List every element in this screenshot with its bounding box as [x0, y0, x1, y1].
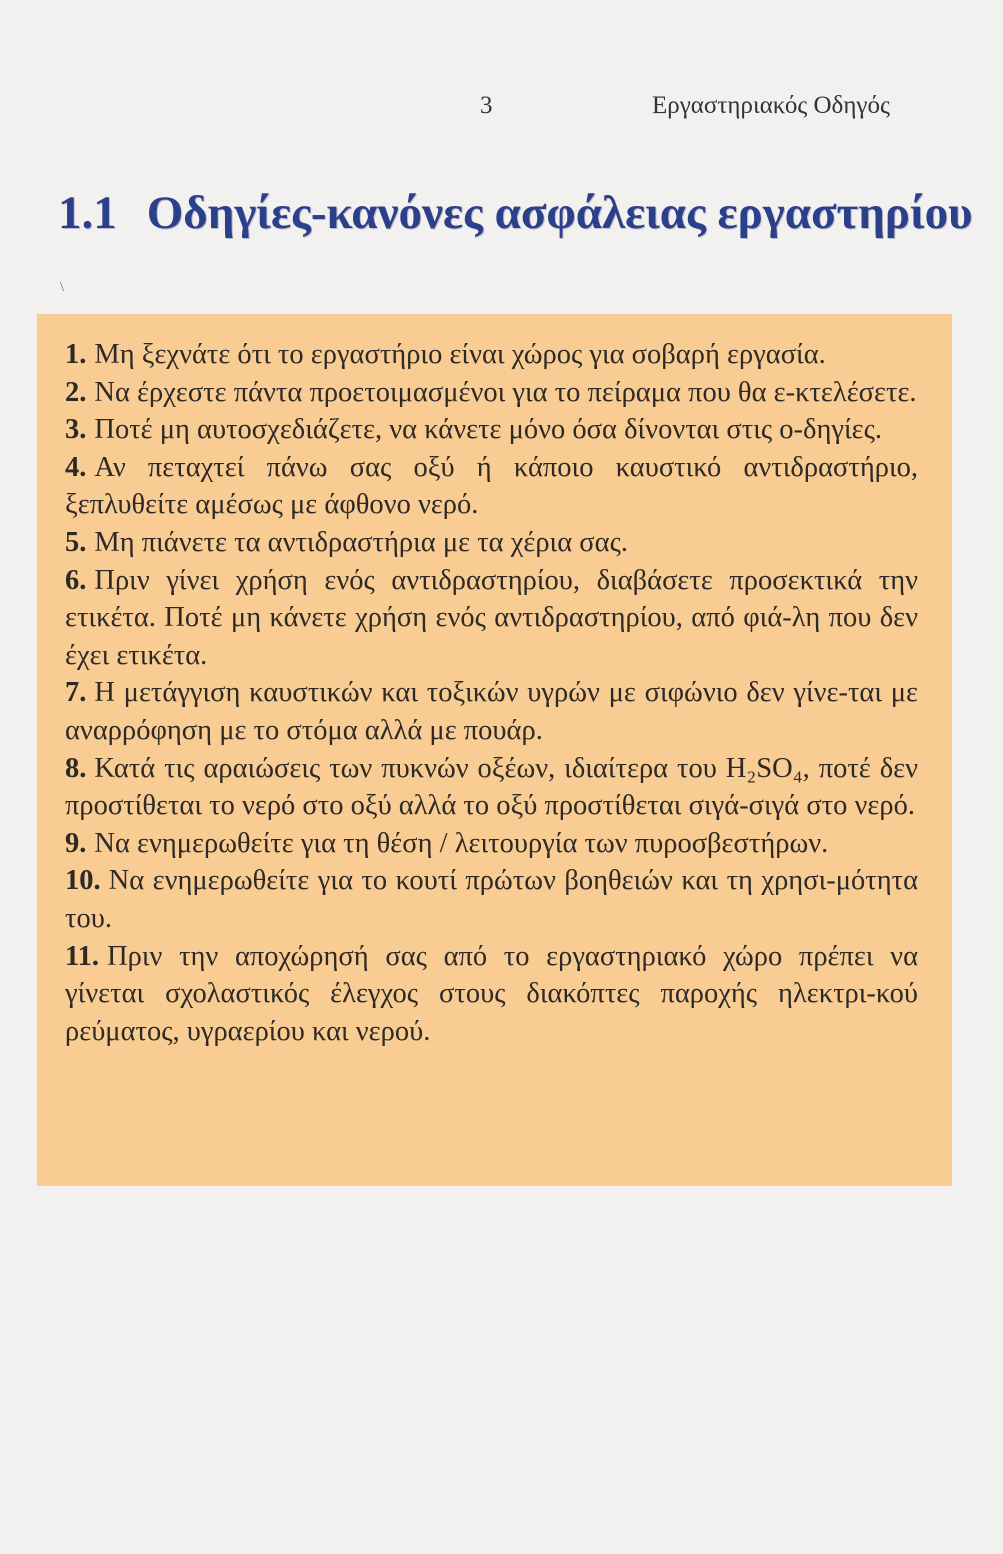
rule-number: 2.	[65, 376, 87, 408]
rule-number: 4.	[65, 451, 87, 483]
rule-item	[65, 862, 918, 937]
safety-rules-list	[65, 336, 918, 1050]
rule-item	[65, 449, 918, 524]
rule-text: Αν πεταχτεί πάνω σας οξύ ή κάποιο καυστικό αντιδραστήριο, ξεπλυθείτε αμέσως με άφθονο νερό.	[65, 451, 918, 521]
rule-text: Να ενημερωθείτε για το κουτί πρώτων βοηθειών και τη χρησι-μότητα του.	[65, 865, 918, 934]
section-heading	[58, 186, 973, 240]
rule-text: Να έρχεστε πάντα προετοιμασμένοι για το πείραμα που θα ε-κτελέσετε.	[94, 376, 917, 408]
page-number: 3	[480, 92, 493, 119]
stray-mark: \	[60, 280, 64, 295]
rule-text: Μη πιάνετε τα αντιδραστήρια με τα χέρια σας.	[94, 526, 628, 558]
rule-number: 10.	[65, 865, 101, 897]
safety-rules-box	[37, 314, 952, 1186]
rule-number: 6.	[65, 564, 87, 596]
rule-item	[65, 825, 918, 863]
rule-text: Να ενημερωθείτε για τη θέση / λειτουργία των πυροσβεστήρων.	[94, 827, 829, 859]
rule-number: 5.	[65, 526, 87, 558]
rule-item	[65, 336, 918, 374]
rule-item	[65, 938, 918, 1051]
rule-text: Πριν την αποχώρησή σας από το εργαστηριακό χώρο πρέπει να γίνεται σχολαστικός έλεγχος στους διακόπτες παροχής ηλεκτρι-κού ρεύματος, υγραερίου και νερού.	[65, 940, 918, 1047]
section-title: Οδηγίες-κανόνες ασφάλειας εργαστηρίου	[146, 187, 973, 239]
rule-number: 1.	[65, 339, 87, 370]
running-header-title: Εργαστηριακός Οδηγός	[652, 92, 890, 119]
rule-item	[65, 750, 918, 825]
rule-number: 3.	[65, 414, 87, 446]
rule-item	[65, 524, 918, 562]
rule-text: Κατά τις αραιώσεις των πυκνών οξέων, ιδιαίτερα του H₂SO₄, ποτέ δεν προστίθεται το νερό στο οξύ αλλά το οξύ προστίθεται σιγά-σιγά στο νερό.	[65, 752, 918, 822]
rule-number: 7.	[65, 677, 87, 709]
rule-item	[65, 374, 918, 412]
section-number: 1.1	[58, 187, 117, 239]
rule-text: Πριν γίνει χρήση ενός αντιδραστηρίου, διαβάσετε προσεκτικά την ετικέτα. Ποτέ μη κάνετε χρήση ενός αντιδραστηρίου, από φιά-λη που δεν έχει ετικέτα.	[65, 564, 918, 671]
rule-text: Μη ξεχνάτε ότι το εργαστήριο είναι χώρος για σοβαρή εργασία.	[94, 339, 826, 370]
rule-number: 8.	[65, 752, 87, 784]
rule-number: 9.	[65, 827, 87, 859]
rule-item	[65, 562, 918, 675]
rule-number: 11.	[65, 940, 100, 972]
rule-text: Ποτέ μη αυτοσχεδιάζετε, να κάνετε μόνο όσα δίνονται στις ο-δηγίες.	[94, 414, 883, 446]
rule-item	[65, 674, 918, 749]
rule-item	[65, 411, 918, 449]
rule-text: Η μετάγγιση καυστικών και τοξικών υγρών με σιφώνιο δεν γίνε-ται με αναρρόφηση με το στόμα αλλά με πουάρ.	[65, 677, 918, 746]
